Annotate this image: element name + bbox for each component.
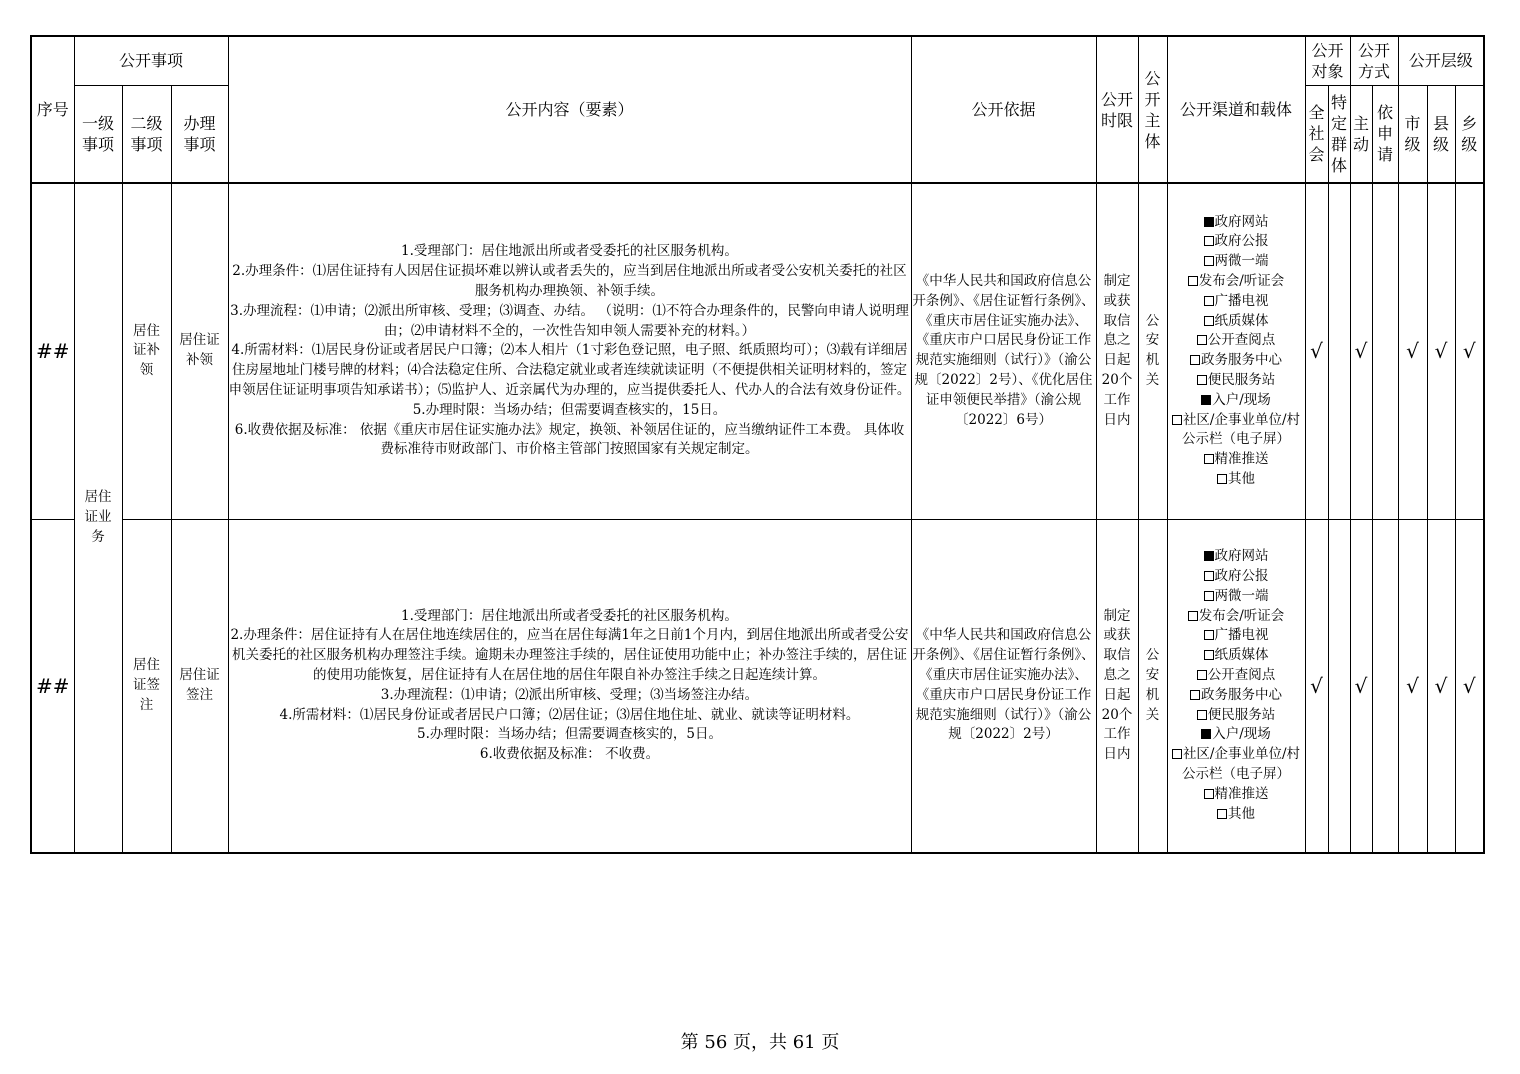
channel-item <box>1168 686 1305 706</box>
channel-item <box>1168 351 1305 371</box>
header-method <box>1350 36 1398 85</box>
channel-item <box>1168 626 1305 646</box>
content-cell <box>228 519 911 853</box>
channel-label: 便民服务站 <box>1207 706 1276 723</box>
unchecked-box-icon <box>1188 611 1198 621</box>
channel-label: 发布会/听证会 <box>1198 607 1285 624</box>
handling-cell <box>171 183 228 519</box>
header-target <box>1305 36 1350 85</box>
subject-text: 公安机关 <box>1145 647 1160 723</box>
unchecked-box-icon <box>1217 809 1227 819</box>
channel-label: 政务服务中心 <box>1201 686 1282 703</box>
header-level1 <box>74 85 122 183</box>
header-level1-text: 一级事项 <box>81 113 114 154</box>
unchecked-box-icon <box>1188 276 1198 286</box>
header-subject-text: 公开主体 <box>1144 68 1161 151</box>
channel-item <box>1168 706 1305 726</box>
table-row <box>31 183 1484 519</box>
channel-label: 精准推送 <box>1214 785 1269 802</box>
channel-item <box>1168 785 1305 805</box>
channel-item <box>1168 232 1305 252</box>
header-time-limit <box>1096 36 1138 183</box>
channel-label: 社区/企事业单位/村公示栏（电子屏） <box>1182 746 1301 782</box>
header-method-text: 公开方式 <box>1357 40 1390 81</box>
unchecked-box-icon <box>1204 650 1214 660</box>
channel-item <box>1168 213 1305 233</box>
unchecked-box-icon <box>1190 355 1200 365</box>
disclosure-table <box>30 35 1485 854</box>
subject-cell <box>1138 183 1167 519</box>
method-request-check <box>1372 183 1398 519</box>
channel-item <box>1168 252 1305 272</box>
header-target-specific-text: 特定群体 <box>1330 92 1347 175</box>
channel-item <box>1168 470 1305 490</box>
header-target-all <box>1305 85 1328 183</box>
unchecked-box-icon <box>1204 454 1214 464</box>
handling-text: 居住证签注 <box>179 666 220 703</box>
content-cell <box>228 183 911 519</box>
basis-cell: 《中华人民共和国政府信息公开条例》、《居住证暂行条例》、《重庆市居住证实施办法》、《重庆市户口居民身份证工作规范实施细则（试行）》（渝公规〔2022〕2号） <box>911 519 1096 853</box>
unchecked-box-icon <box>1204 591 1214 601</box>
time-limit-text: 制定或获取信息之日起20个工作日内 <box>1101 273 1133 428</box>
unchecked-box-icon <box>1172 415 1182 425</box>
header-row-1 <box>31 36 1484 85</box>
channel-label: 精准推送 <box>1214 451 1269 468</box>
category2-cell <box>122 519 171 853</box>
header-method-request-text: 依申请 <box>1376 103 1393 165</box>
channel-label: 公开查阅点 <box>1207 332 1276 349</box>
level-township-check: √ <box>1455 183 1484 519</box>
target-all-check: √ <box>1305 183 1328 519</box>
channel-item <box>1168 292 1305 312</box>
row-seq: ## <box>31 519 74 853</box>
channel-item <box>1168 666 1305 686</box>
subject-cell <box>1138 519 1167 853</box>
category2-text: 居住证补领 <box>133 322 160 379</box>
channel-list <box>1168 213 1305 490</box>
unchecked-box-icon <box>1197 670 1207 680</box>
header-method-request <box>1372 85 1398 183</box>
target-specific-check <box>1328 519 1350 853</box>
level-city-check: √ <box>1398 183 1427 519</box>
content-text: 1.受理部门：居住地派出所或者受委托的社区服务机构。 2.办理条件：⑴居住证持有人因居住证损坏难以辨认或者丢失的，应当到居住地派出所或者受公安机关委托的社区服务机构办理换领、补领手续。 3.办理流程：⑴申请；⑵派出所审核、受理；⑶调查、办结。 （说明：⑴不符合办理条件的，民警向申请人说明理由；⑵申请材料不全的，一次性告知申领人需要补充的材料。） 4.所需材料：⑴居民身份证或者居民户口簿；⑵本人相片（1寸彩色登记照，电子照、纸质照均可）；⑶载有详细居住房屋地址门楼号牌的材料；⑷合法稳定住所、合法稳定就业或者连续就读证明（不便提供相关证明材料的，签定申领居住证证明事项告知承诺书）；⑸监护人、近亲属代为办理的，应当提供委托人、代办人的合法有效身份证件。 5.办理时限：当场办结；但需要调查核实的，15日。 6.收费依据及标准： 依据《重庆市居住证实施办法》规定，换领、补领居住证的，应当缴纳证件工本费。 具体收费标准待市财政部门、市价格主管部门按照国家有关规定制定。 <box>228 243 911 458</box>
header-target-all-text: 全社会 <box>1308 103 1325 165</box>
channel-list <box>1168 547 1305 824</box>
header-level2 <box>122 85 171 183</box>
channel-label: 广播电视 <box>1214 627 1269 644</box>
checked-box-icon <box>1204 217 1214 227</box>
header-level-city <box>1398 85 1427 183</box>
unchecked-box-icon <box>1204 789 1214 799</box>
basis-cell: 《中华人民共和国政府信息公开条例》、《居住证暂行条例》、《重庆市居住证实施办法》、《重庆市户口居民身份证工作规范实施细则（试行）》（渝公规〔2022〕2号）、《优化居住证申领便民举措》（渝公规〔2022〕6号） <box>911 183 1096 519</box>
level-city-check: √ <box>1398 519 1427 853</box>
header-level-township <box>1455 85 1484 183</box>
channel-label: 政务服务中心 <box>1201 352 1282 369</box>
header-method-active <box>1350 85 1372 183</box>
channel-label: 纸质媒体 <box>1214 312 1269 329</box>
level-county-check: √ <box>1427 519 1455 853</box>
channel-item <box>1168 312 1305 332</box>
channel-item <box>1168 587 1305 607</box>
unchecked-box-icon <box>1197 335 1207 345</box>
unchecked-box-icon <box>1217 474 1227 484</box>
header-handling-text: 办理事项 <box>183 113 216 154</box>
channel-item <box>1168 450 1305 470</box>
target-all-check: √ <box>1305 519 1328 853</box>
header-level-county-text: 县级 <box>1432 113 1449 154</box>
method-active-check: √ <box>1350 183 1372 519</box>
handling-cell <box>171 519 228 853</box>
channels-cell <box>1167 183 1305 519</box>
level-township-check: √ <box>1455 519 1484 853</box>
channel-label: 发布会/听证会 <box>1198 273 1285 290</box>
category1-cell <box>74 183 122 853</box>
channel-label: 其他 <box>1228 471 1255 488</box>
content-text: 1.受理部门：居住地派出所或者受委托的社区服务机构。 2.办理条件：居住证持有人在居住地连续居住的，应当在居住每满1年之日前1个月内，到居住地派出所或者受公安机关委托的社区服务机构办理签注手续。逾期未办理签注手续的，居住证使用功能中止；补办签注手续的，居住证的使用功能恢复，居住证持有人在居住地的居住年限自补办签注手续之日起连续计算。 3.办理流程：⑴申请；⑵派出所审核、受理；⑶当场签注办结。 4.所需材料：⑴居民身份证或者居民户口簿；⑵居住证；⑶居住地住址、就业、就读等证明材料。 5.办理时限：当场办结；但需要调查核实的，5日。 6.收费依据及标准： 不收费。 <box>230 607 909 763</box>
unchecked-box-icon <box>1204 316 1214 326</box>
channel-label: 广播电视 <box>1214 292 1269 309</box>
row-seq: ## <box>31 183 74 519</box>
checked-box-icon <box>1204 551 1214 561</box>
header-channels: 公开渠道和载体 <box>1167 36 1305 183</box>
unchecked-box-icon <box>1204 630 1214 640</box>
table-row <box>31 519 1484 853</box>
header-target-specific <box>1328 85 1350 183</box>
channel-item <box>1168 646 1305 666</box>
channel-label: 社区/企事业单位/村公示栏（电子屏） <box>1182 411 1301 448</box>
channel-item <box>1168 805 1305 825</box>
header-method-active-text: 主动 <box>1352 113 1369 154</box>
channel-item <box>1168 272 1305 292</box>
channel-label: 政府网站 <box>1214 548 1269 565</box>
channel-label: 两微一端 <box>1214 587 1269 604</box>
header-target-text: 公开对象 <box>1311 40 1344 81</box>
channel-item <box>1168 745 1305 785</box>
channel-label: 纸质媒体 <box>1214 647 1269 664</box>
category1-text: 居住证业务 <box>84 489 112 545</box>
channel-label: 政府公报 <box>1214 567 1269 584</box>
channel-item <box>1168 411 1305 451</box>
page-footer: 第 56 页，共 61 页 <box>680 1032 840 1053</box>
channel-item <box>1168 371 1305 391</box>
header-seq: 序号 <box>31 36 74 183</box>
target-specific-check <box>1328 183 1350 519</box>
category2-cell <box>122 183 171 519</box>
channel-label: 公开查阅点 <box>1207 666 1276 683</box>
unchecked-box-icon <box>1204 256 1214 266</box>
channel-label: 便民服务站 <box>1207 372 1276 389</box>
header-time-limit-text: 公开时限 <box>1100 89 1133 130</box>
header-content: 公开内容（要素） <box>228 36 911 183</box>
header-basis: 公开依据 <box>911 36 1096 183</box>
time-limit-cell <box>1096 519 1138 853</box>
unchecked-box-icon <box>1204 571 1214 581</box>
unchecked-box-icon <box>1204 236 1214 246</box>
channel-label: 政府网站 <box>1214 213 1269 230</box>
channel-label: 两微一端 <box>1214 253 1269 270</box>
time-limit-cell <box>1096 183 1138 519</box>
channel-item <box>1168 567 1305 587</box>
header-level-township-text: 乡级 <box>1461 113 1478 154</box>
checked-box-icon <box>1201 729 1211 739</box>
unchecked-box-icon <box>1172 749 1182 759</box>
channel-item <box>1168 391 1305 411</box>
level-county-check: √ <box>1427 183 1455 519</box>
header-subject <box>1138 36 1167 183</box>
channel-label: 政府公报 <box>1214 233 1269 250</box>
method-active-check: √ <box>1350 519 1372 853</box>
channel-label: 入户/现场 <box>1212 726 1271 743</box>
unchecked-box-icon <box>1190 690 1200 700</box>
unchecked-box-icon <box>1204 296 1214 306</box>
subject-text: 公安机关 <box>1145 312 1160 389</box>
channel-item <box>1168 607 1305 627</box>
time-limit-text: 制定或获取信息之日起20个工作日内 <box>1101 607 1133 763</box>
header-level2-text: 二级事项 <box>130 113 163 154</box>
channel-item <box>1168 725 1305 745</box>
method-request-check <box>1372 519 1398 853</box>
header-disclosure-items: 公开事项 <box>74 36 228 85</box>
channel-label: 其他 <box>1228 805 1255 822</box>
category2-text: 居住证签注 <box>133 657 160 713</box>
channels-cell <box>1167 519 1305 853</box>
header-level-county <box>1427 85 1455 183</box>
channel-item <box>1168 331 1305 351</box>
unchecked-box-icon <box>1197 710 1207 720</box>
channel-item <box>1168 547 1305 567</box>
header-handling <box>171 85 228 183</box>
channel-label: 入户/现场 <box>1212 391 1271 408</box>
checked-box-icon <box>1201 395 1211 405</box>
header-level-city-text: 市级 <box>1404 113 1421 154</box>
handling-text: 居住证补领 <box>179 332 220 369</box>
header-level: 公开层级 <box>1398 36 1484 85</box>
unchecked-box-icon <box>1197 375 1207 385</box>
